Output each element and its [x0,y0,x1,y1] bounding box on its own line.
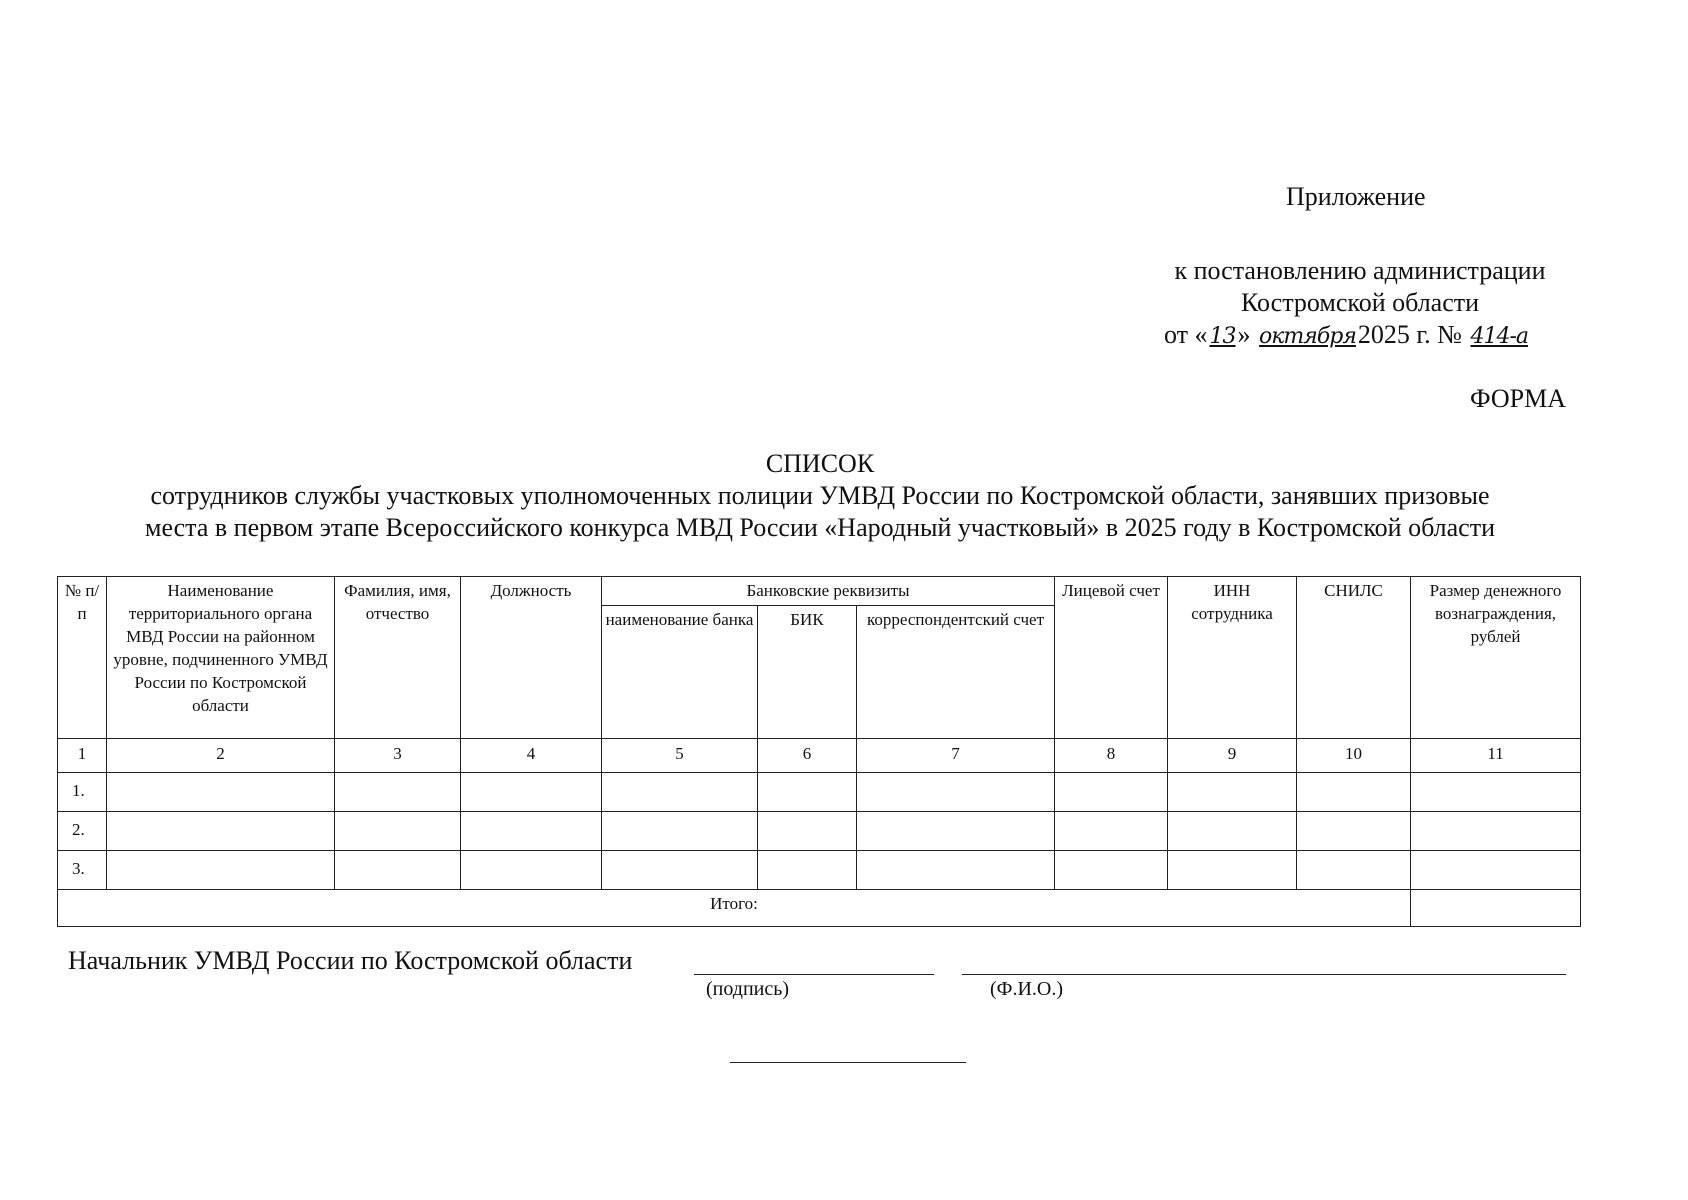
table-cell [461,812,602,851]
total-value-cell [1411,890,1581,927]
table-cell [107,773,335,812]
table-cell [1411,812,1581,851]
table-cell [857,773,1055,812]
title-line-2: места в первом этапе Всероссийского конкурса МВД России «Народный участковый» в 2025 году в Костромской области [145,513,1495,542]
header-position: Должность [461,577,602,739]
title-line-1: сотрудников службы участковых уполномоченных полиции УМВД России по Костромской области, занявших призовые [150,481,1490,510]
table-cell [335,851,461,890]
header-num: № п/п [58,577,107,739]
column-numbers-row [58,739,1581,773]
table-cell [602,851,758,890]
table-cell [1411,773,1581,812]
column-number: 4 [461,739,602,773]
date-day-handwritten: 13 [1209,324,1236,349]
table-cell [857,851,1055,890]
total-row [58,890,1581,927]
date-month-handwritten: октября [1259,324,1356,349]
column-number: 9 [1168,739,1297,773]
header-bank-name: наименование банка [602,606,758,739]
table-cell [758,812,857,851]
header-reward: Размер денежного вознаграждения, рублей [1411,577,1581,739]
header-inn: ИНН сотрудника [1168,577,1297,739]
table-cell [1297,812,1411,851]
date-prefix: от « [1164,320,1208,349]
appendix-title: Приложение [1286,182,1426,211]
header-fio: Фамилия, имя, отчество [335,577,461,739]
column-number: 11 [1411,739,1581,773]
table-cell [1055,812,1168,851]
table-cell [758,851,857,890]
table-cell [1168,773,1297,812]
appendix-date-line [1164,320,1530,352]
table-row [58,812,1581,851]
table-cell [857,812,1055,851]
header-corr-account: корреспондентский счет [857,606,1055,739]
table-cell [1168,851,1297,890]
column-number: 6 [758,739,857,773]
date-year: 2025 г. № [1357,320,1462,349]
document-title [60,448,1580,544]
employees-table [57,576,1581,927]
total-label: Итого: [58,890,1411,927]
column-number: 1 [58,739,107,773]
table-cell [335,773,461,812]
table-cell [1297,773,1411,812]
table-row [58,851,1581,890]
table-cell [461,851,602,890]
appendix-to-text: к постановлению администрации [1174,256,1546,285]
table-row [58,773,1581,812]
column-number: 2 [107,739,335,773]
form-label: ФОРМА [1470,384,1566,413]
appendix-org-text: Костромской области [1240,288,1480,317]
row-number: 3. [58,851,107,890]
table-cell [602,773,758,812]
column-number: 8 [1055,739,1168,773]
signature-line [694,974,934,975]
doc-number-handwritten: 414-а [1470,324,1529,349]
title-heading: СПИСОК [765,449,875,478]
column-number: 3 [335,739,461,773]
name-caption: (Ф.И.О.) [990,978,1064,1000]
bottom-separator-line [730,1062,966,1063]
table-cell [1055,773,1168,812]
column-number: 5 [602,739,758,773]
table-cell [1411,851,1581,890]
column-number: 7 [857,739,1055,773]
table-cell [1168,812,1297,851]
column-number: 10 [1297,739,1411,773]
date-mid: » [1237,320,1251,349]
header-territorial-body: Наименование территориального органа МВД России на районном уровне, подчиненного УМВД России по Костромской области [107,577,335,739]
header-snils: СНИЛС [1297,577,1411,739]
row-number: 2. [58,812,107,851]
table-cell [107,851,335,890]
table-cell [1055,851,1168,890]
table-cell [461,773,602,812]
table-cell [107,812,335,851]
signature-label: Начальник УМВД России по Костромской области [68,946,633,975]
table-cell [602,812,758,851]
header-bik: БИК [758,606,857,739]
row-number: 1. [58,773,107,812]
table-cell [758,773,857,812]
header-bank-details: Банковские реквизиты [602,577,1055,606]
table-cell [335,812,461,851]
signature-caption: (подпись) [706,978,790,1000]
name-line [962,974,1566,975]
header-personal-account: Лицевой счет [1055,577,1168,739]
table-cell [1297,851,1411,890]
